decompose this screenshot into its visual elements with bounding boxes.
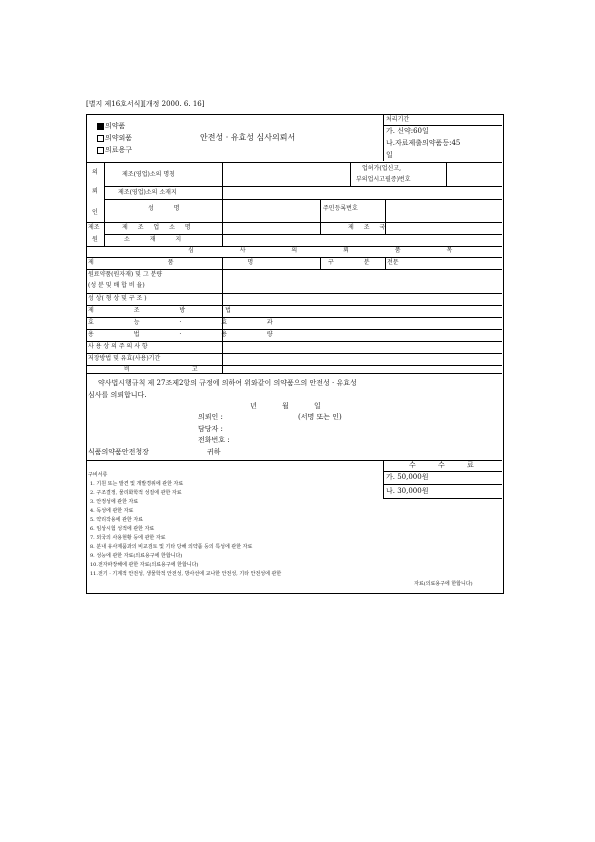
attachment-item: 1. 기원 또는 발견 및 개발경위에 관한 자료: [90, 481, 184, 487]
attachments-title: 구비서류: [88, 472, 108, 478]
contact-person-label: 담당자 :: [198, 425, 223, 433]
phone-number-label: 전화번호 :: [198, 436, 230, 444]
efficacy-field[interactable]: [223, 318, 501, 328]
method-field[interactable]: [223, 306, 501, 316]
manufacturer-side-1: 제조: [88, 224, 100, 231]
business-name-label: 제조(영업)소의 명칭: [122, 171, 175, 178]
attachment-item: 4. 독성에 관한 자료: [90, 508, 134, 514]
divider: [86, 373, 502, 374]
checkbox-medicine[interactable]: [97, 123, 104, 130]
dosage-label: 용 법 · 용 량: [88, 331, 292, 338]
attachment-item: 2. 구조결정, 물리화학적 성질에 관한 자료: [90, 490, 182, 496]
fee-header: 수 수 료: [409, 461, 484, 469]
divider: [383, 471, 502, 472]
precautions-label: 사 용 상 의 주 의 사 항: [88, 343, 148, 350]
fee-item-1: 가. 50,000원: [386, 473, 429, 481]
license-number-field[interactable]: [447, 163, 501, 185]
type-medical-device-label: 의료용구: [105, 146, 133, 154]
date-year: 년: [250, 402, 257, 410]
attachment-item: 10.전자파장해에 관한 자료(의료용구에 한합니다): [90, 562, 199, 568]
divider: [350, 162, 351, 186]
manufacturer-address-label: 소 재 지: [124, 236, 191, 243]
divider: [383, 114, 384, 161]
dosage-field[interactable]: [223, 330, 501, 340]
period-days: 일: [386, 151, 393, 159]
date-month: 월: [282, 402, 289, 410]
business-address-field[interactable]: [223, 187, 501, 199]
period-new-drug: 가. 신약:60일: [386, 127, 429, 135]
applicant-side-1: 의: [92, 169, 98, 176]
honorific: 귀하: [207, 448, 221, 456]
divider: [383, 460, 384, 498]
ingredients-label-1: 원료약품(원자재) 및 그 분량: [88, 271, 163, 278]
type-medicine-label: 의약품: [105, 122, 126, 130]
precautions-field[interactable]: [223, 342, 501, 352]
license-label-1: 업허가(업신고,: [362, 165, 402, 172]
method-label: 제 조 방 법: [88, 307, 250, 314]
checkbox-quasi-drug[interactable]: [97, 135, 104, 142]
manufacturer-address-field[interactable]: [223, 235, 501, 245]
form-number: [별지 제16호서식][개정 2000. 6. 16]: [86, 100, 205, 108]
period-label: 처리기간: [386, 116, 410, 123]
type-quasi-drug-label: 의약외품: [105, 134, 133, 142]
attachment-item: 7. 외국의 사용현황 등에 관한 자료: [90, 535, 166, 541]
divider: [383, 484, 502, 485]
resident-number-label: 주민등록번호: [323, 205, 358, 212]
statement-line-1: 약사법시행규칙 제 27조제2항의 규정에 의하여 위와같이 의약품으의 안전성 · 유효성: [98, 379, 357, 387]
period-data-submission: 나.자료제출의약품등:45: [386, 139, 461, 147]
attachment-item: 8. 분내 유사제품과의 비교검토 및 기타 당해 의약품 등의 특성에 관한 자료: [90, 544, 253, 550]
storage-label: 저장방법 및 유효(사용)기간: [88, 355, 161, 362]
business-name-field[interactable]: [223, 163, 349, 185]
product-section-header: 심 사 의 뢰 품 목: [188, 247, 475, 254]
product-name-field[interactable]: [223, 258, 319, 268]
manufacturing-country-label: 제 조 국: [348, 224, 390, 231]
attachment-item: 9. 성능에 관한 자료(의료용구에 한합니다): [90, 553, 183, 559]
manufacturer-name-field[interactable]: [223, 223, 319, 233]
signature-note: (서명 또는 인): [298, 413, 342, 421]
applicant-side-3: 인: [92, 209, 98, 216]
date-day: 일: [314, 402, 321, 410]
fee-item-2: 나. 30,000원: [386, 487, 429, 495]
ingredients-field[interactable]: [223, 270, 501, 292]
attachment-item: 6. 임상시험 성적에 관한 자료: [90, 526, 155, 532]
category-value[interactable]: 전문: [387, 259, 399, 266]
divider: [320, 199, 321, 222]
ingredients-label-2: (성 분 및 배 합 비 율): [88, 282, 145, 289]
document-title: 안전성 · 유효성 심사의뢰서: [200, 133, 296, 142]
license-label-2: 부의업시고필증)번호: [356, 176, 411, 183]
manufacturing-country-field[interactable]: [386, 223, 501, 233]
addressee: 식품의약품안전청장: [88, 448, 149, 456]
statement-line-2: 심사를 의뢰합니다.: [88, 391, 147, 399]
person-name-label: 성 명: [148, 205, 189, 212]
appearance-field[interactable]: [223, 294, 501, 304]
applicant-signature-label: 의뢰인 :: [198, 413, 223, 421]
category-label: 구 분: [328, 259, 384, 266]
divider: [385, 257, 386, 269]
attachment-item: 5. 약리작용에 관한 자료: [90, 517, 144, 523]
attachment-item-continuation: 자료(의료용구에 한합니다): [414, 581, 473, 587]
appearance-label: 성 상( 형 상 및 구 조 ): [88, 295, 147, 302]
product-name-label: 제 품 명: [88, 259, 290, 266]
divider: [320, 257, 321, 269]
person-name-field[interactable]: [223, 200, 319, 221]
manufacturer-name-label: 제 조 업 소 명: [122, 224, 195, 231]
attachment-item: 3. 안정성에 관한 자료: [90, 499, 139, 505]
remarks-label: 비 고: [124, 366, 228, 373]
efficacy-label: 효 능 · 효 과: [88, 319, 292, 326]
divider: [383, 498, 502, 499]
business-address-label: 제조(영업)소의 소재지: [118, 189, 177, 196]
storage-field[interactable]: [223, 354, 501, 364]
attachment-item: 11.전기 · 기계적 안전성, 생물학적 안전성, 방사선에 교나한 안전성, 기타 안전성에 관한: [90, 571, 282, 577]
divider: [383, 125, 502, 126]
checkbox-medical-device[interactable]: [97, 147, 104, 154]
manufacturer-side-2: 원: [92, 236, 98, 243]
resident-number-field[interactable]: [386, 200, 501, 221]
applicant-side-2: 뢰: [92, 188, 98, 195]
remarks-field[interactable]: [223, 366, 501, 372]
divider: [320, 222, 321, 234]
